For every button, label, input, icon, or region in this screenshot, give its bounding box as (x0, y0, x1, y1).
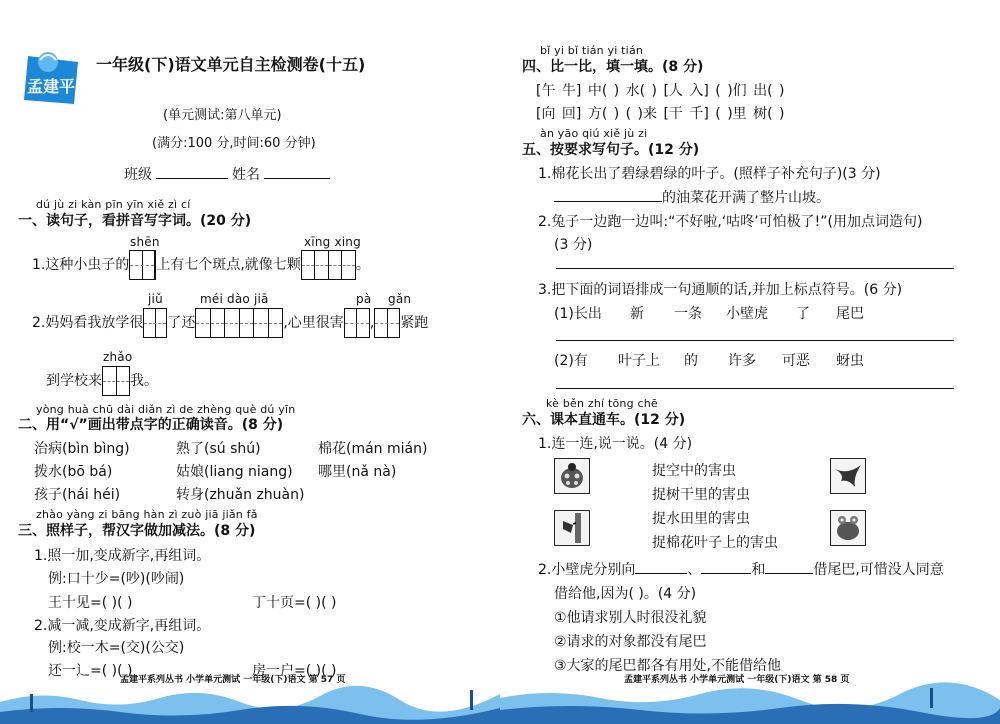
char-box[interactable] (254, 308, 283, 338)
s5-q1b: 的油菜花开满了整片山坡。 (662, 190, 830, 206)
char-box[interactable] (102, 366, 130, 396)
s6-sub1: 1.连一连,说一说。(4 分) (538, 436, 693, 452)
unit-subtitle: (单元测试:第八单元) (163, 108, 282, 123)
s2-r1c3[interactable]: 棉花(mán mián) (318, 441, 428, 457)
match-item[interactable]: 捉空中的害虫 (652, 463, 736, 479)
s3-q1a[interactable]: 王十见=( )( ) (48, 595, 133, 611)
s1-title: 一、读句子，看拼音写字词。(20 分) (18, 213, 252, 229)
char-box[interactable] (195, 308, 225, 338)
score-line: (满分:100 分,时间:60 分钟) (152, 136, 316, 151)
s1-q2-end: 紧跑 (400, 315, 429, 331)
right-footer-text: 孟建平系列丛书 小学单元测试 一年级(下)语文 第 58 页 (624, 675, 850, 685)
s5-q1-answer (554, 187, 830, 207)
s1-q2-py3: pà (356, 292, 372, 306)
s3-q2a[interactable]: 还一辶=( )( ) (48, 663, 133, 679)
match-item[interactable]: 捉树干里的害虫 (652, 487, 750, 503)
publisher-logo (18, 48, 84, 110)
s6-q2-a: 2.小壁虎分别向 (538, 562, 636, 578)
s3-example2: 例:校一木=(交)(公交) (48, 640, 185, 656)
logo-text: 孟建平 (26, 79, 76, 96)
s6-title: 六、课本直通车。(12 分) (522, 412, 686, 428)
s6-q2-b: 、 (687, 562, 702, 578)
woodpecker-image[interactable] (554, 510, 590, 546)
ladybug-image[interactable] (554, 458, 590, 494)
left-footer (0, 664, 500, 724)
s5-q3a-word: 新 (630, 306, 644, 322)
name-field[interactable] (232, 164, 330, 184)
s1-q1-mid: 上有七个斑点,就像七颗 (156, 257, 301, 273)
left-footer-text: 孟建平系列丛书 小学单元测试 一年级(下)语文 第 57 页 (120, 675, 346, 685)
char-box[interactable] (225, 308, 254, 338)
s5-q2-answer-line[interactable] (556, 268, 954, 269)
match-item[interactable]: 捉水田里的害虫 (652, 511, 750, 527)
s5-title: 五、按要求写句子。(12 分) (522, 142, 700, 158)
s4-title: 四、比一比，填一填。(8 分) (522, 59, 704, 75)
option[interactable]: ①他请求别人时很没礼貌 (554, 610, 707, 626)
s1-q2: 2.妈妈看我放学很 了还 ,心里很害 , 紧跑 (32, 308, 428, 338)
s5-q1-blank[interactable] (554, 187, 662, 202)
s2-pinyin: yòng huà chū dài diǎn zì de zhèng què dú yīn (36, 403, 296, 416)
s5-q2: 2.兔子一边跑一边叫:“不好啦,‘咕咚’可怕极了!”(用加点词造句) (538, 214, 923, 230)
s2-r3c1[interactable]: 孩子(hái héi) (34, 487, 121, 503)
s2-r2c2[interactable]: 姑娘(liang niang) (176, 464, 293, 480)
s5-q3b-word: 可恶 (782, 353, 810, 369)
s1-q1-end: 。 (355, 257, 370, 273)
s5-q3b-word: 的 (684, 353, 698, 369)
right-page (500, 0, 1000, 724)
option[interactable]: ③大家的尾巴都各有用处,不能借给他 (554, 658, 782, 674)
s5-q3a-word: 小壁虎 (726, 306, 768, 322)
s2-r3c2[interactable]: 转身(zhuǎn zhuàn) (176, 487, 305, 503)
s1-q1 (32, 250, 370, 280)
s1-pinyin: dú jù zi kàn pīn yīn xiě zì cí (36, 198, 191, 211)
s6-q2-e: 借给他,因为( )。(4 分) (554, 586, 697, 602)
s6-q2-blank[interactable] (765, 559, 813, 574)
s3-q1b[interactable]: 丁十页=( )( ) (252, 595, 337, 611)
s3-sub1: 1.照一加,变成新字,再组词。 (34, 548, 211, 564)
class-field[interactable] (124, 164, 228, 184)
s5-q2b: (3 分) (554, 237, 593, 253)
s1-q1-py2: xīng xing (304, 235, 361, 249)
s2-r1c2[interactable]: 熟了(sú shú) (176, 441, 261, 457)
s5-q1: 1.棉花长出了碧绿碧绿的叶子。(照样子补充句子)(3 分) (538, 166, 881, 182)
s1-q2-py4: gǎn (388, 292, 412, 306)
s1-q2b-pre: 到学校来 (46, 373, 102, 389)
swallow-image[interactable] (830, 458, 866, 494)
s5-q3b-word: 蚜虫 (836, 353, 864, 369)
s5-q3b-word: (2)有 (554, 353, 588, 369)
s6-q2-blank[interactable] (635, 559, 687, 574)
s2-r2c1[interactable]: 拨水(bō bá) (34, 464, 113, 480)
char-box[interactable] (129, 250, 155, 280)
s3-title: 三、照样子，帮汉字做加减法。(8 分) (18, 523, 256, 539)
s4-pinyin: bǐ yi bǐ tián yi tián (540, 44, 644, 57)
right-footer (500, 664, 1000, 724)
s1-q2-mid2: ,心里很害 (283, 315, 344, 331)
s1-q2b (46, 366, 158, 396)
class-label: 班级 (124, 167, 152, 183)
s4-row2[interactable]: [向 回] 方( ) ( )来 [干 千] ( )里 树( ) (536, 106, 785, 122)
char-box[interactable] (143, 308, 167, 338)
s6-q2-c: 和 (751, 562, 766, 578)
s6-q2-blank[interactable] (701, 559, 751, 574)
s5-q3: 3.把下面的词语排成一句通顺的话,并加上标点符号。(6 分) (538, 282, 903, 298)
s5-pinyin: àn yāo qiú xiě jù zi (540, 127, 648, 140)
char-box[interactable] (374, 308, 400, 338)
s6-q2 (538, 559, 944, 579)
s5-q3b-answer-line[interactable] (556, 388, 954, 389)
s5-q3a-word: 了 (796, 306, 810, 322)
s2-r2c3[interactable]: 哪里(nǎ nà) (318, 464, 397, 480)
s5-q3a-word: 尾巴 (836, 306, 864, 322)
s1-q2-mid: 了还 (167, 315, 196, 331)
char-box[interactable] (329, 250, 356, 280)
s5-q3b-word: 许多 (728, 353, 756, 369)
match-item[interactable]: 捉棉花叶子上的害虫 (652, 535, 778, 551)
s1-q2-py1: jiǔ (148, 292, 163, 306)
s2-title: 二、用“√”画出带点字的正确读音。(8 分) (18, 417, 284, 433)
s6-q2-d: 借尾巴,可惜没人同意 (813, 562, 944, 578)
s1-q2-pre: 2.妈妈看我放学很 (32, 315, 144, 331)
name-blank[interactable] (264, 164, 330, 179)
s1-q2b-end: 我。 (130, 373, 158, 389)
s3-q2b[interactable]: 房一户=( )( ) (252, 663, 337, 679)
s1-q1-py1: shēn (130, 235, 160, 249)
s6-pinyin: kè běn zhí tōng chē (546, 397, 658, 410)
frog-image[interactable] (830, 510, 866, 546)
s4-row1[interactable]: [午 牛] 中( ) 水( ) [人 入] ( )们 出( ) (536, 83, 785, 99)
option[interactable]: ②请求的对象都没有尾巴 (554, 634, 707, 650)
s5-q3a-word: 一条 (674, 306, 702, 322)
s3-example1: 例:口十少=(吵)(吵闹) (48, 571, 185, 587)
page-title: 一年级(下)语文单元自主检测卷(十五) (96, 55, 366, 74)
name-label: 姓名 (232, 167, 260, 183)
s1-q1-pre: 1.这种小虫子的 (32, 257, 130, 273)
s3-sub2: 2.减一减,变成新字,再组词。 (34, 618, 211, 634)
s5-q3b-word: 叶子上 (618, 353, 660, 369)
char-box[interactable] (344, 308, 370, 338)
s1-q2-py2: méi dào jiā (200, 292, 269, 306)
s2-r1c1[interactable]: 治病(bìn bìng) (34, 441, 130, 457)
s3-pinyin: zhào yàng zi bāng hàn zì zuò jiā jiǎn fǎ (36, 508, 258, 521)
s5-q3a-answer-line[interactable] (556, 340, 954, 341)
char-box[interactable] (301, 250, 329, 280)
s5-q3a-word: (1)长出 (554, 306, 602, 322)
s1-q2b-py: zhǎo (103, 350, 133, 364)
class-blank[interactable] (156, 164, 228, 179)
